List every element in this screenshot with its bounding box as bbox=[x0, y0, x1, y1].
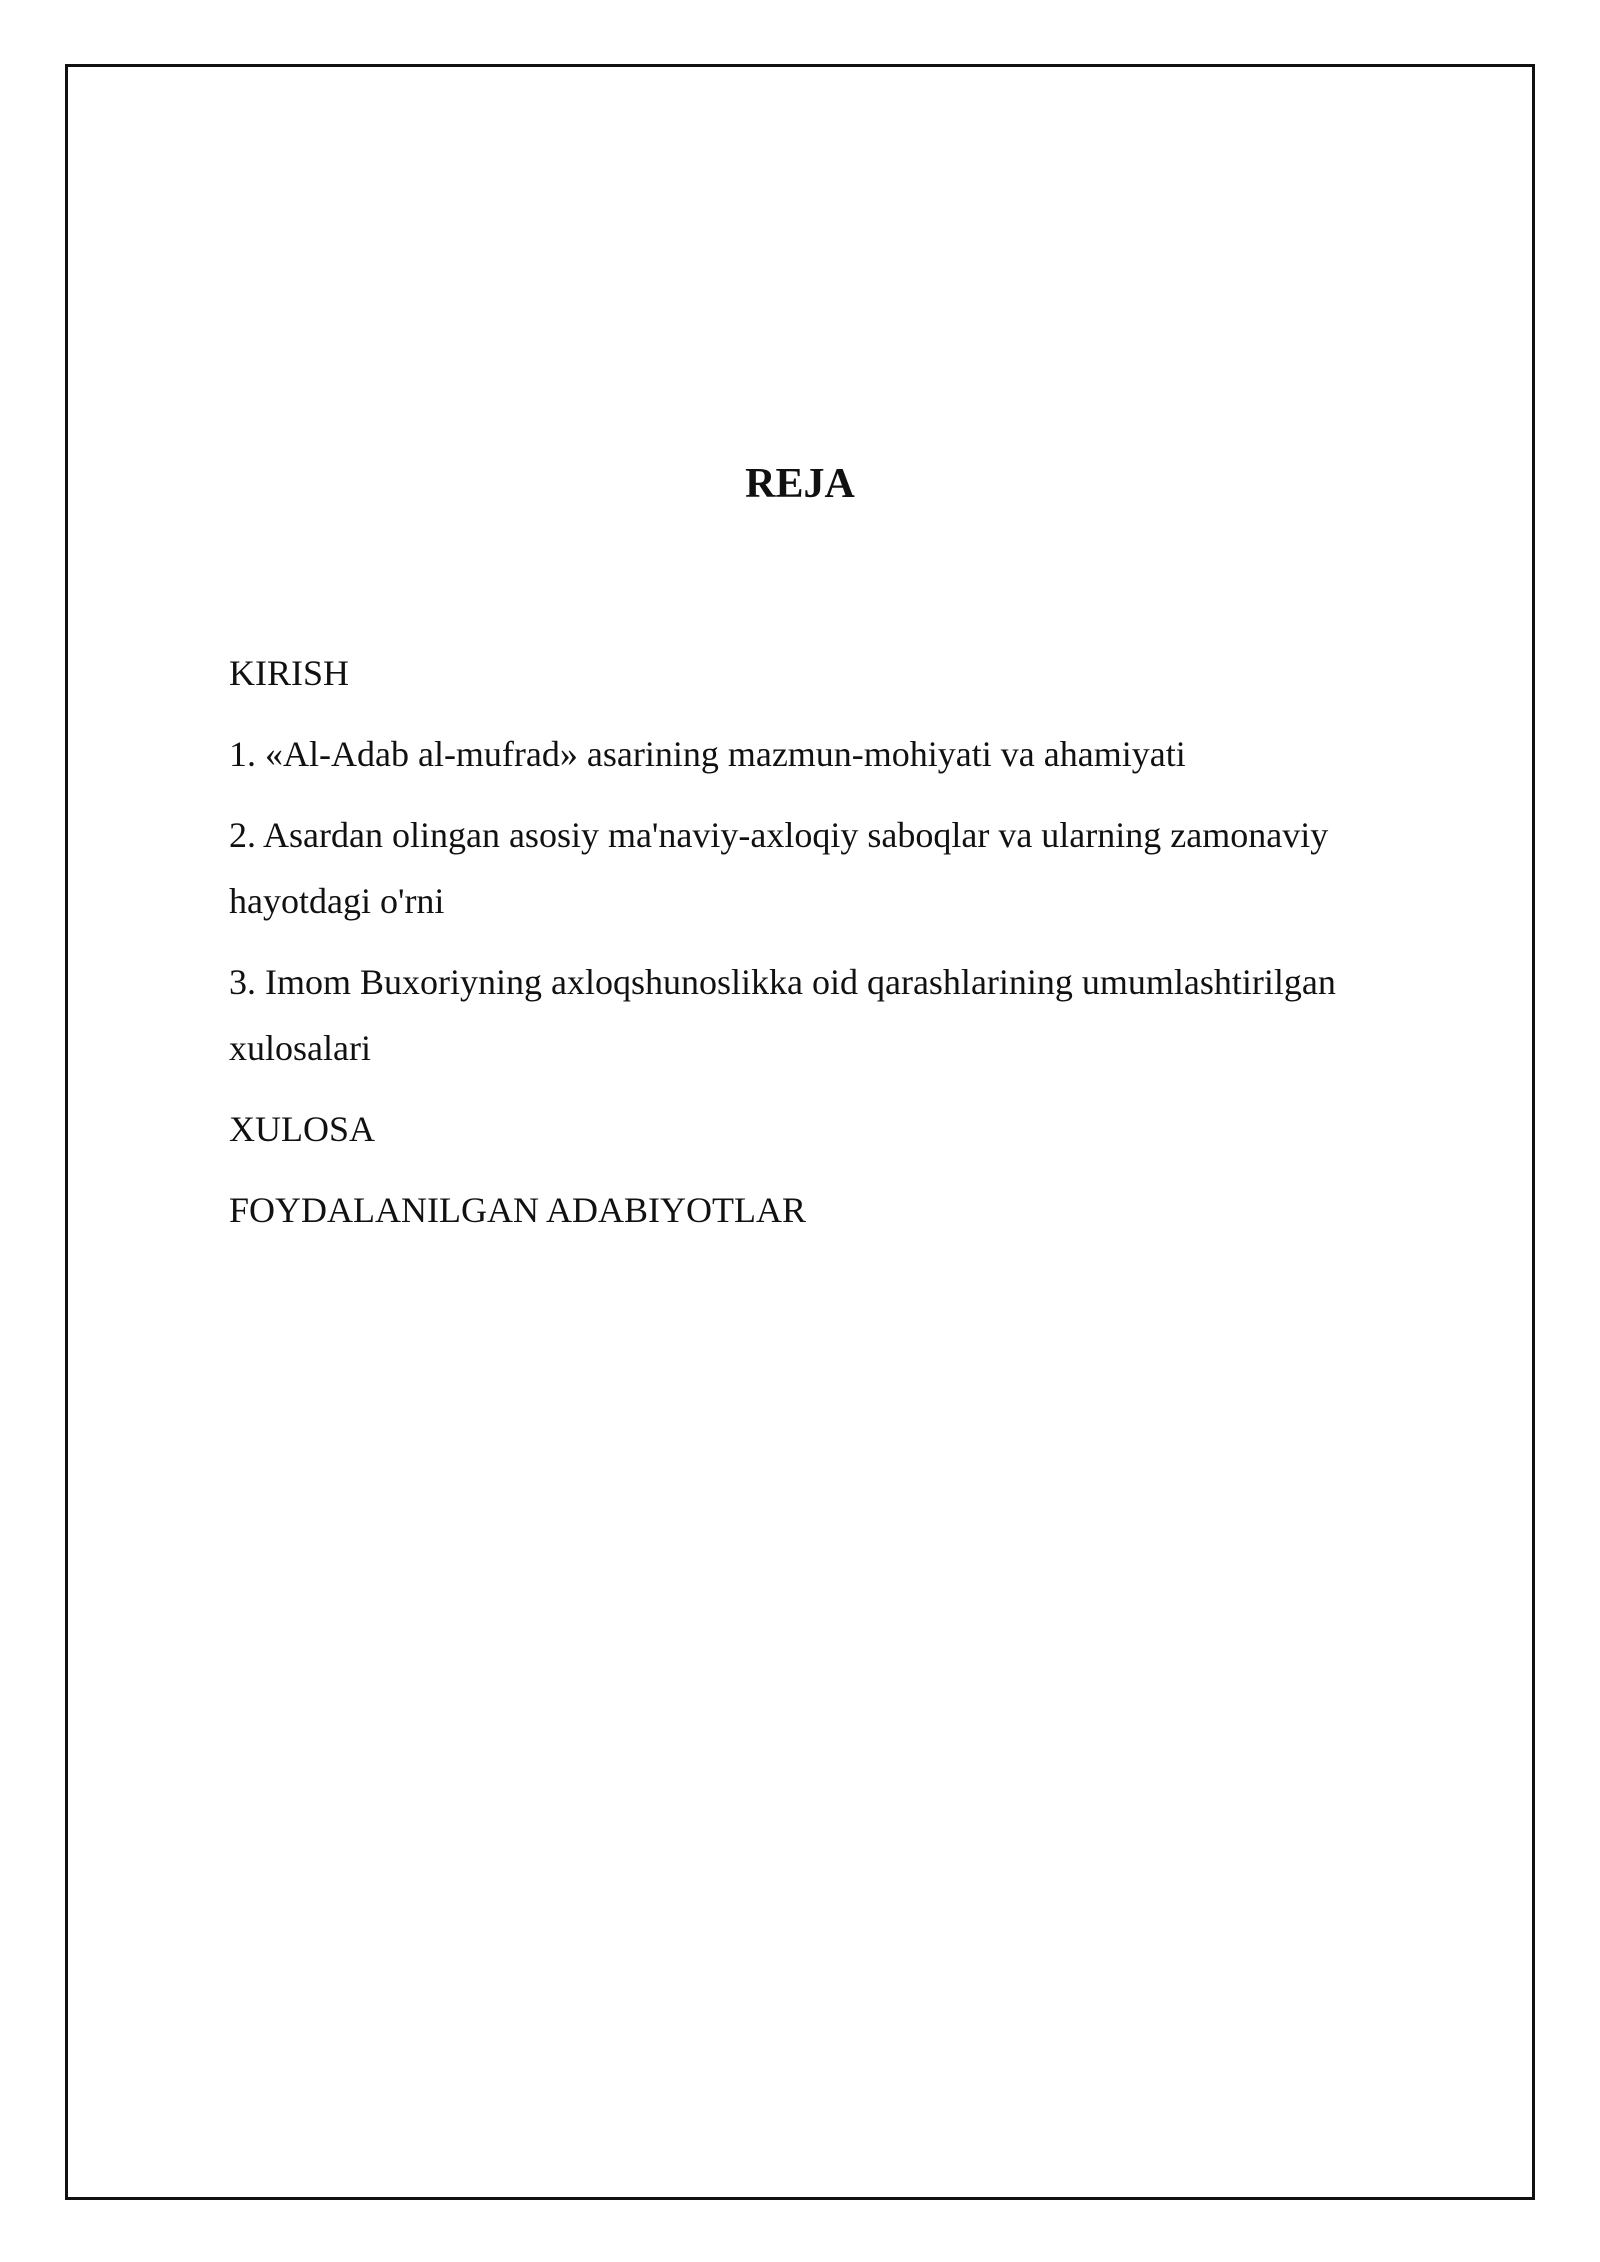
plan-item-conclusion: XULOSA bbox=[229, 1109, 376, 1149]
plan-item-1: 1. «Al-Adab al-mufrad» asarining mazmun-mohiyati va ahamiyati bbox=[229, 734, 1186, 774]
plan-item-3: 3. Imom Buxoriyning axloqshunoslikka oid qarashlarining umumlashtirilgan xulosalari bbox=[229, 962, 1336, 1068]
plan-item-introduction: KIRISH bbox=[229, 653, 350, 693]
page-title: REJA bbox=[745, 461, 855, 507]
plan-item-2: 2. Asardan olingan asosiy ma'naviy-axloqiy saboqlar va ularning zamonaviy hayotdagi o'rni bbox=[229, 815, 1329, 921]
plan-list bbox=[229, 640, 1419, 1258]
plan-item-references: FOYDALANILGAN ADABIYOTLAR bbox=[229, 1190, 806, 1230]
